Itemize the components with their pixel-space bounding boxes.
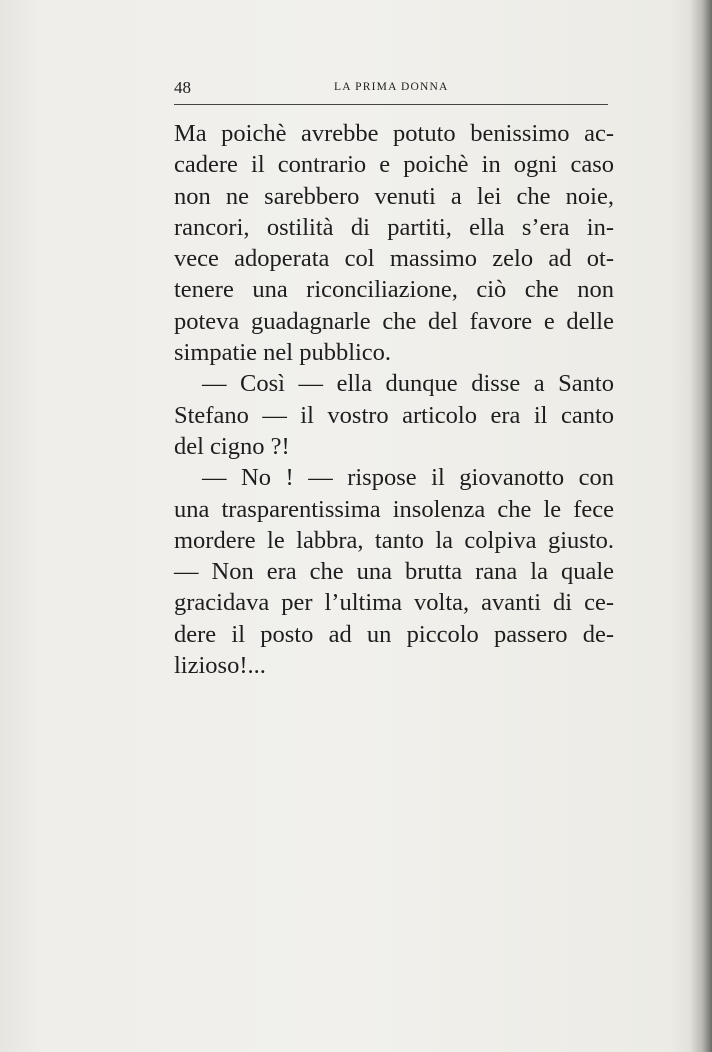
text-line: tenere una riconciliazione, ciò che non	[174, 276, 614, 304]
text-line: dere il posto ad un piccolo passero de-	[174, 620, 614, 648]
header-rule	[174, 104, 608, 105]
text-line: poteva guadagnarle che del favore e delle	[174, 307, 614, 335]
text-line: una trasparentissima insolenza che le fece	[174, 495, 614, 523]
text-line: lizioso!...	[174, 652, 266, 680]
text-line: non ne sarebbero venuti a lei che noie,	[174, 182, 614, 210]
text-line: — Non era che una brutta rana la quale	[174, 558, 614, 586]
body-text	[174, 118, 614, 681]
text-line: — Così — ella dunque disse a Santo	[202, 370, 614, 398]
text-line: mordere le labbra, tanto la colpiva giusto.	[174, 526, 614, 554]
text-line: Stefano — il vostro articolo era il canto	[174, 401, 614, 429]
text-line: gracidava per l’ultima volta, avanti di ce-	[174, 589, 614, 617]
text-line: del cigno ?!	[174, 432, 290, 460]
text-line: — No ! — rispose il giovanotto con	[202, 464, 614, 492]
text-line: simpatie nel pubblico.	[174, 339, 392, 367]
text-line: cadere il contrario e poichè in ogni caso	[174, 151, 614, 179]
running-head: LA PRIMA DONNA	[334, 81, 449, 93]
text-line: rancori, ostilità di partiti, ella s’era in-	[174, 213, 614, 241]
page-header	[174, 78, 608, 100]
page-edge-shadow	[690, 0, 712, 1052]
text-line: Ma poichè avrebbe potuto benissimo ac-	[174, 120, 614, 147]
text-line: vece adoperata col massimo zelo ad ot-	[174, 245, 614, 273]
page-number: 48	[174, 78, 191, 97]
